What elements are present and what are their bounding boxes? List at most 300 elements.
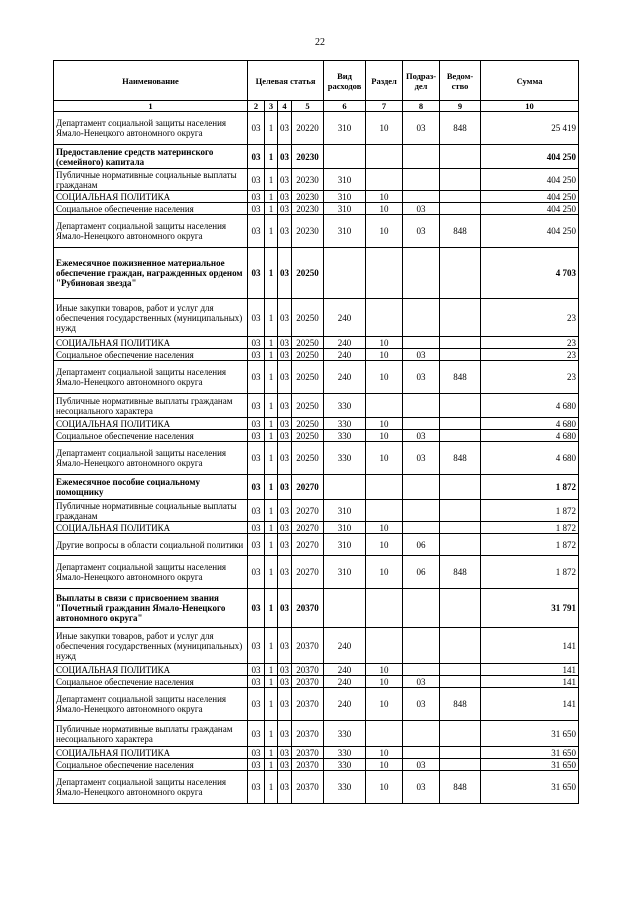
- table-row: [54, 500, 579, 522]
- cell-name: Публичные нормативные социальные выплаты гражданам: [54, 500, 248, 522]
- cell-subprogram-code: 1: [265, 556, 278, 589]
- cell-main-activity-code: 03: [278, 759, 292, 771]
- cell-section: 10: [366, 337, 403, 349]
- cell-subprogram-code: 1: [265, 688, 278, 721]
- cell-name: Департамент социальной защиты населения Ямало-Ненецкого автономного округа: [54, 112, 248, 145]
- cell-subprogram-code: 1: [265, 361, 278, 394]
- cell-program-code: 03: [248, 442, 265, 475]
- cell-section: 10: [366, 759, 403, 771]
- cell-direction-code: 20250: [292, 361, 324, 394]
- cell-section: [366, 589, 403, 628]
- table-row: [54, 394, 579, 418]
- cell-main-activity-code: 03: [278, 215, 292, 248]
- cell-section: 10: [366, 688, 403, 721]
- cell-main-activity-code: 03: [278, 534, 292, 556]
- cell-main-activity-code: 03: [278, 771, 292, 804]
- cell-main-activity-code: 03: [278, 688, 292, 721]
- cell-expense-type: 330: [324, 771, 366, 804]
- cell-subsection: 03: [403, 759, 440, 771]
- cell-direction-code: 20370: [292, 759, 324, 771]
- cell-section: 10: [366, 442, 403, 475]
- cell-main-activity-code: 03: [278, 169, 292, 191]
- cell-section: [366, 721, 403, 747]
- cell-department: [440, 430, 481, 442]
- cell-direction-code: 20250: [292, 394, 324, 418]
- cell-program-code: 03: [248, 534, 265, 556]
- cell-direction-code: 20370: [292, 589, 324, 628]
- cell-expense-type: 240: [324, 349, 366, 361]
- cell-subsection: 03: [403, 112, 440, 145]
- cell-department: 848: [440, 361, 481, 394]
- cell-department: [440, 747, 481, 759]
- cell-main-activity-code: 03: [278, 442, 292, 475]
- cell-sum: 141: [481, 628, 579, 664]
- cell-sum: 25 419: [481, 112, 579, 145]
- cell-main-activity-code: 03: [278, 628, 292, 664]
- cell-section: [366, 169, 403, 191]
- cell-program-code: 03: [248, 721, 265, 747]
- cell-name: СОЦИАЛЬНАЯ ПОЛИТИКА: [54, 522, 248, 534]
- table-row: [54, 430, 579, 442]
- cell-name: Департамент социальной защиты населения Ямало-Ненецкого автономного округа: [54, 771, 248, 804]
- cell-sum: 141: [481, 688, 579, 721]
- cell-expense-type: 310: [324, 522, 366, 534]
- cell-subsection: 03: [403, 361, 440, 394]
- table-row: [54, 442, 579, 475]
- table-row: [54, 759, 579, 771]
- column-number: 8: [403, 101, 440, 112]
- cell-direction-code: 20270: [292, 500, 324, 522]
- cell-direction-code: 20370: [292, 721, 324, 747]
- cell-expense-type: 310: [324, 112, 366, 145]
- cell-main-activity-code: 03: [278, 361, 292, 394]
- cell-program-code: 03: [248, 556, 265, 589]
- cell-subprogram-code: 1: [265, 191, 278, 203]
- cell-section: 10: [366, 556, 403, 589]
- cell-sum: 31 791: [481, 589, 579, 628]
- header-section: Раздел: [366, 61, 403, 101]
- cell-expense-type: 240: [324, 299, 366, 337]
- cell-subprogram-code: 1: [265, 589, 278, 628]
- table-row: [54, 191, 579, 203]
- header-department: Ведом-ство: [440, 61, 481, 101]
- cell-expense-type: 240: [324, 628, 366, 664]
- page-number: 22: [315, 37, 325, 48]
- cell-expense-type: 310: [324, 500, 366, 522]
- table-row: [54, 556, 579, 589]
- table-row: [54, 215, 579, 248]
- cell-direction-code: 20370: [292, 747, 324, 759]
- cell-main-activity-code: 03: [278, 664, 292, 676]
- cell-subsection: [403, 721, 440, 747]
- cell-subsection: [403, 169, 440, 191]
- cell-program-code: 03: [248, 248, 265, 299]
- cell-subprogram-code: 1: [265, 628, 278, 664]
- cell-subsection: [403, 248, 440, 299]
- cell-program-code: 03: [248, 203, 265, 215]
- cell-name: Социальное обеспечение населения: [54, 676, 248, 688]
- cell-section: 10: [366, 112, 403, 145]
- cell-department: [440, 145, 481, 169]
- cell-main-activity-code: 03: [278, 394, 292, 418]
- table-row: [54, 248, 579, 299]
- cell-subsection: [403, 191, 440, 203]
- cell-main-activity-code: 03: [278, 589, 292, 628]
- cell-main-activity-code: 03: [278, 112, 292, 145]
- cell-direction-code: 20250: [292, 299, 324, 337]
- cell-section: 10: [366, 747, 403, 759]
- cell-sum: 1 872: [481, 500, 579, 522]
- table-row: [54, 418, 579, 430]
- cell-subprogram-code: 1: [265, 349, 278, 361]
- cell-expense-type: [324, 475, 366, 500]
- cell-program-code: 03: [248, 522, 265, 534]
- cell-subsection: 03: [403, 215, 440, 248]
- cell-department: [440, 248, 481, 299]
- cell-subprogram-code: 1: [265, 759, 278, 771]
- cell-main-activity-code: 03: [278, 418, 292, 430]
- cell-section: 10: [366, 430, 403, 442]
- cell-subsection: 03: [403, 676, 440, 688]
- cell-section: [366, 299, 403, 337]
- cell-subsection: [403, 628, 440, 664]
- table-row: [54, 203, 579, 215]
- cell-sum: 1 872: [481, 534, 579, 556]
- cell-department: [440, 500, 481, 522]
- cell-main-activity-code: 03: [278, 430, 292, 442]
- cell-section: [366, 145, 403, 169]
- cell-subsection: 06: [403, 534, 440, 556]
- cell-main-activity-code: 03: [278, 145, 292, 169]
- cell-name: Ежемесячное пожизненное материальное обеспечение граждан, награжденных орденом "Рубиновая звезда": [54, 248, 248, 299]
- cell-name: Департамент социальной защиты населения Ямало-Ненецкого автономного округа: [54, 361, 248, 394]
- cell-department: [440, 394, 481, 418]
- cell-subprogram-code: 1: [265, 203, 278, 215]
- cell-expense-type: 240: [324, 664, 366, 676]
- cell-section: [366, 475, 403, 500]
- budget-table: [53, 60, 579, 804]
- header-expense-type: Вид расходов: [324, 61, 366, 101]
- cell-subsection: [403, 299, 440, 337]
- table-row: [54, 664, 579, 676]
- table-row: [54, 771, 579, 804]
- cell-sum: 4 703: [481, 248, 579, 299]
- cell-department: 848: [440, 442, 481, 475]
- cell-program-code: 03: [248, 676, 265, 688]
- cell-direction-code: 20230: [292, 203, 324, 215]
- cell-subsection: [403, 589, 440, 628]
- cell-program-code: 03: [248, 337, 265, 349]
- cell-section: 10: [366, 203, 403, 215]
- cell-sum: 404 250: [481, 191, 579, 203]
- cell-sum: 404 250: [481, 203, 579, 215]
- cell-department: [440, 418, 481, 430]
- cell-section: [366, 394, 403, 418]
- cell-main-activity-code: 03: [278, 203, 292, 215]
- cell-department: [440, 349, 481, 361]
- column-number: 1: [54, 101, 248, 112]
- cell-direction-code: 20270: [292, 522, 324, 534]
- cell-section: 10: [366, 418, 403, 430]
- cell-department: 848: [440, 688, 481, 721]
- cell-direction-code: 20220: [292, 112, 324, 145]
- table-row: [54, 112, 579, 145]
- cell-subsection: [403, 145, 440, 169]
- cell-direction-code: 20270: [292, 475, 324, 500]
- cell-section: 10: [366, 676, 403, 688]
- cell-program-code: 03: [248, 215, 265, 248]
- cell-subprogram-code: 1: [265, 442, 278, 475]
- cell-name: Департамент социальной защиты населения Ямало-Ненецкого автономного округа: [54, 215, 248, 248]
- cell-direction-code: 20370: [292, 688, 324, 721]
- cell-name: СОЦИАЛЬНАЯ ПОЛИТИКА: [54, 747, 248, 759]
- cell-sum: 4 680: [481, 442, 579, 475]
- cell-program-code: 03: [248, 418, 265, 430]
- cell-main-activity-code: 03: [278, 248, 292, 299]
- cell-direction-code: 20230: [292, 169, 324, 191]
- table-row: [54, 169, 579, 191]
- table-row: [54, 747, 579, 759]
- header-name: Наименование: [54, 61, 248, 101]
- cell-direction-code: 20270: [292, 556, 324, 589]
- cell-direction-code: 20250: [292, 248, 324, 299]
- cell-program-code: 03: [248, 628, 265, 664]
- cell-sum: 4 680: [481, 430, 579, 442]
- cell-subprogram-code: 1: [265, 522, 278, 534]
- cell-expense-type: 330: [324, 430, 366, 442]
- cell-program-code: 03: [248, 191, 265, 203]
- cell-main-activity-code: 03: [278, 337, 292, 349]
- cell-program-code: 03: [248, 349, 265, 361]
- cell-subprogram-code: 1: [265, 664, 278, 676]
- cell-sum: 1 872: [481, 556, 579, 589]
- cell-department: [440, 759, 481, 771]
- table-row: [54, 475, 579, 500]
- cell-subsection: 03: [403, 442, 440, 475]
- cell-expense-type: [324, 145, 366, 169]
- column-number: 3: [265, 101, 278, 112]
- cell-main-activity-code: 03: [278, 676, 292, 688]
- cell-sum: 1 872: [481, 475, 579, 500]
- cell-subsection: [403, 500, 440, 522]
- cell-name: Социальное обеспечение населения: [54, 349, 248, 361]
- cell-sum: 141: [481, 664, 579, 676]
- cell-subprogram-code: 1: [265, 337, 278, 349]
- column-number: 5: [292, 101, 324, 112]
- cell-program-code: 03: [248, 299, 265, 337]
- column-number-row: [54, 101, 579, 112]
- header-row: [54, 61, 579, 101]
- cell-department: 848: [440, 556, 481, 589]
- cell-direction-code: 20370: [292, 664, 324, 676]
- cell-direction-code: 20370: [292, 771, 324, 804]
- cell-direction-code: 20250: [292, 418, 324, 430]
- cell-subprogram-code: 1: [265, 500, 278, 522]
- cell-main-activity-code: 03: [278, 500, 292, 522]
- cell-expense-type: 310: [324, 215, 366, 248]
- cell-main-activity-code: 03: [278, 721, 292, 747]
- cell-subprogram-code: 1: [265, 394, 278, 418]
- cell-section: [366, 500, 403, 522]
- cell-subprogram-code: 1: [265, 747, 278, 759]
- cell-section: 10: [366, 215, 403, 248]
- cell-section: [366, 248, 403, 299]
- table-row: [54, 361, 579, 394]
- cell-sum: 23: [481, 337, 579, 349]
- cell-subsection: [403, 418, 440, 430]
- cell-sum: 1 872: [481, 522, 579, 534]
- cell-expense-type: 310: [324, 191, 366, 203]
- cell-direction-code: 20370: [292, 628, 324, 664]
- cell-name: Иные закупки товаров, работ и услуг для обеспечения государственных (муниципальных) нужд: [54, 628, 248, 664]
- cell-subprogram-code: 1: [265, 721, 278, 747]
- cell-subsection: [403, 337, 440, 349]
- cell-department: [440, 664, 481, 676]
- cell-program-code: 03: [248, 771, 265, 804]
- table-row: [54, 522, 579, 534]
- cell-program-code: 03: [248, 361, 265, 394]
- cell-expense-type: 330: [324, 759, 366, 771]
- cell-name: Департамент социальной защиты населения Ямало-Ненецкого автономного округа: [54, 556, 248, 589]
- cell-subsection: 03: [403, 771, 440, 804]
- cell-subprogram-code: 1: [265, 534, 278, 556]
- cell-department: [440, 337, 481, 349]
- cell-main-activity-code: 03: [278, 349, 292, 361]
- cell-subprogram-code: 1: [265, 248, 278, 299]
- cell-name: Социальное обеспечение населения: [54, 759, 248, 771]
- cell-name: СОЦИАЛЬНАЯ ПОЛИТИКА: [54, 337, 248, 349]
- cell-name: Социальное обеспечение населения: [54, 430, 248, 442]
- cell-subsection: [403, 522, 440, 534]
- cell-department: [440, 299, 481, 337]
- column-number: 10: [481, 101, 579, 112]
- cell-direction-code: 20230: [292, 191, 324, 203]
- cell-name: Департамент социальной защиты населения Ямало-Ненецкого автономного округа: [54, 688, 248, 721]
- cell-program-code: 03: [248, 145, 265, 169]
- cell-expense-type: 330: [324, 442, 366, 475]
- cell-section: 10: [366, 349, 403, 361]
- table-row: [54, 688, 579, 721]
- cell-name: СОЦИАЛЬНАЯ ПОЛИТИКА: [54, 191, 248, 203]
- cell-name: Ежемесячное пособие социальному помощнику: [54, 475, 248, 500]
- cell-subprogram-code: 1: [265, 418, 278, 430]
- cell-name: Иные закупки товаров, работ и услуг для обеспечения государственных (муниципальных) нужд: [54, 299, 248, 337]
- cell-direction-code: 20250: [292, 337, 324, 349]
- cell-expense-type: 310: [324, 169, 366, 191]
- cell-section: 10: [366, 191, 403, 203]
- cell-section: 10: [366, 664, 403, 676]
- table-row: [54, 145, 579, 169]
- cell-sum: 141: [481, 676, 579, 688]
- column-number: 6: [324, 101, 366, 112]
- cell-section: 10: [366, 771, 403, 804]
- cell-name: СОЦИАЛЬНАЯ ПОЛИТИКА: [54, 664, 248, 676]
- cell-subsection: 03: [403, 203, 440, 215]
- cell-program-code: 03: [248, 112, 265, 145]
- cell-direction-code: 20230: [292, 145, 324, 169]
- table-body: [54, 112, 579, 804]
- cell-main-activity-code: 03: [278, 522, 292, 534]
- table-row: [54, 299, 579, 337]
- cell-program-code: 03: [248, 394, 265, 418]
- cell-program-code: 03: [248, 430, 265, 442]
- cell-department: [440, 522, 481, 534]
- column-number: 4: [278, 101, 292, 112]
- cell-direction-code: 20370: [292, 676, 324, 688]
- cell-expense-type: 330: [324, 394, 366, 418]
- header-target-article: Целевая статья: [248, 61, 324, 101]
- cell-name: Публичные нормативные социальные выплаты гражданам: [54, 169, 248, 191]
- cell-sum: 404 250: [481, 215, 579, 248]
- cell-subsection: 03: [403, 688, 440, 721]
- cell-department: [440, 169, 481, 191]
- table-row: [54, 534, 579, 556]
- cell-expense-type: 240: [324, 688, 366, 721]
- cell-subsection: [403, 475, 440, 500]
- header-sum: Сумма: [481, 61, 579, 101]
- cell-sum: 23: [481, 349, 579, 361]
- cell-subsection: [403, 394, 440, 418]
- cell-direction-code: 20250: [292, 442, 324, 475]
- cell-program-code: 03: [248, 169, 265, 191]
- cell-sum: 31 650: [481, 721, 579, 747]
- cell-department: [440, 676, 481, 688]
- cell-main-activity-code: 03: [278, 747, 292, 759]
- cell-expense-type: 240: [324, 361, 366, 394]
- cell-subprogram-code: 1: [265, 299, 278, 337]
- cell-subprogram-code: 1: [265, 430, 278, 442]
- cell-expense-type: 310: [324, 203, 366, 215]
- cell-sum: 31 650: [481, 759, 579, 771]
- cell-sum: 31 650: [481, 747, 579, 759]
- cell-name: Предоставление средств материнского (семейного) капитала: [54, 145, 248, 169]
- cell-section: 10: [366, 522, 403, 534]
- cell-direction-code: 20270: [292, 534, 324, 556]
- cell-department: [440, 475, 481, 500]
- cell-main-activity-code: 03: [278, 556, 292, 589]
- cell-program-code: 03: [248, 475, 265, 500]
- cell-direction-code: 20250: [292, 430, 324, 442]
- header-subsection: Подраз-дел: [403, 61, 440, 101]
- cell-subsection: [403, 664, 440, 676]
- cell-subprogram-code: 1: [265, 169, 278, 191]
- cell-subprogram-code: 1: [265, 771, 278, 804]
- cell-department: 848: [440, 771, 481, 804]
- cell-sum: 31 650: [481, 771, 579, 804]
- cell-department: [440, 191, 481, 203]
- cell-sum: 23: [481, 361, 579, 394]
- cell-name: Выплаты в связи с присвоением звания "Почетный гражданин Ямало-Ненецкого автономного округа": [54, 589, 248, 628]
- cell-sum: 23: [481, 299, 579, 337]
- cell-program-code: 03: [248, 664, 265, 676]
- table-row: [54, 349, 579, 361]
- cell-expense-type: 240: [324, 676, 366, 688]
- table-row: [54, 589, 579, 628]
- cell-name: Департамент социальной защиты населения Ямало-Ненецкого автономного округа: [54, 442, 248, 475]
- cell-subprogram-code: 1: [265, 475, 278, 500]
- table-row: [54, 628, 579, 664]
- cell-direction-code: 20230: [292, 215, 324, 248]
- cell-department: 848: [440, 215, 481, 248]
- cell-subsection: 06: [403, 556, 440, 589]
- cell-expense-type: 310: [324, 534, 366, 556]
- cell-program-code: 03: [248, 759, 265, 771]
- cell-department: [440, 203, 481, 215]
- cell-subprogram-code: 1: [265, 215, 278, 248]
- column-number: 7: [366, 101, 403, 112]
- table-row: [54, 337, 579, 349]
- column-number: 9: [440, 101, 481, 112]
